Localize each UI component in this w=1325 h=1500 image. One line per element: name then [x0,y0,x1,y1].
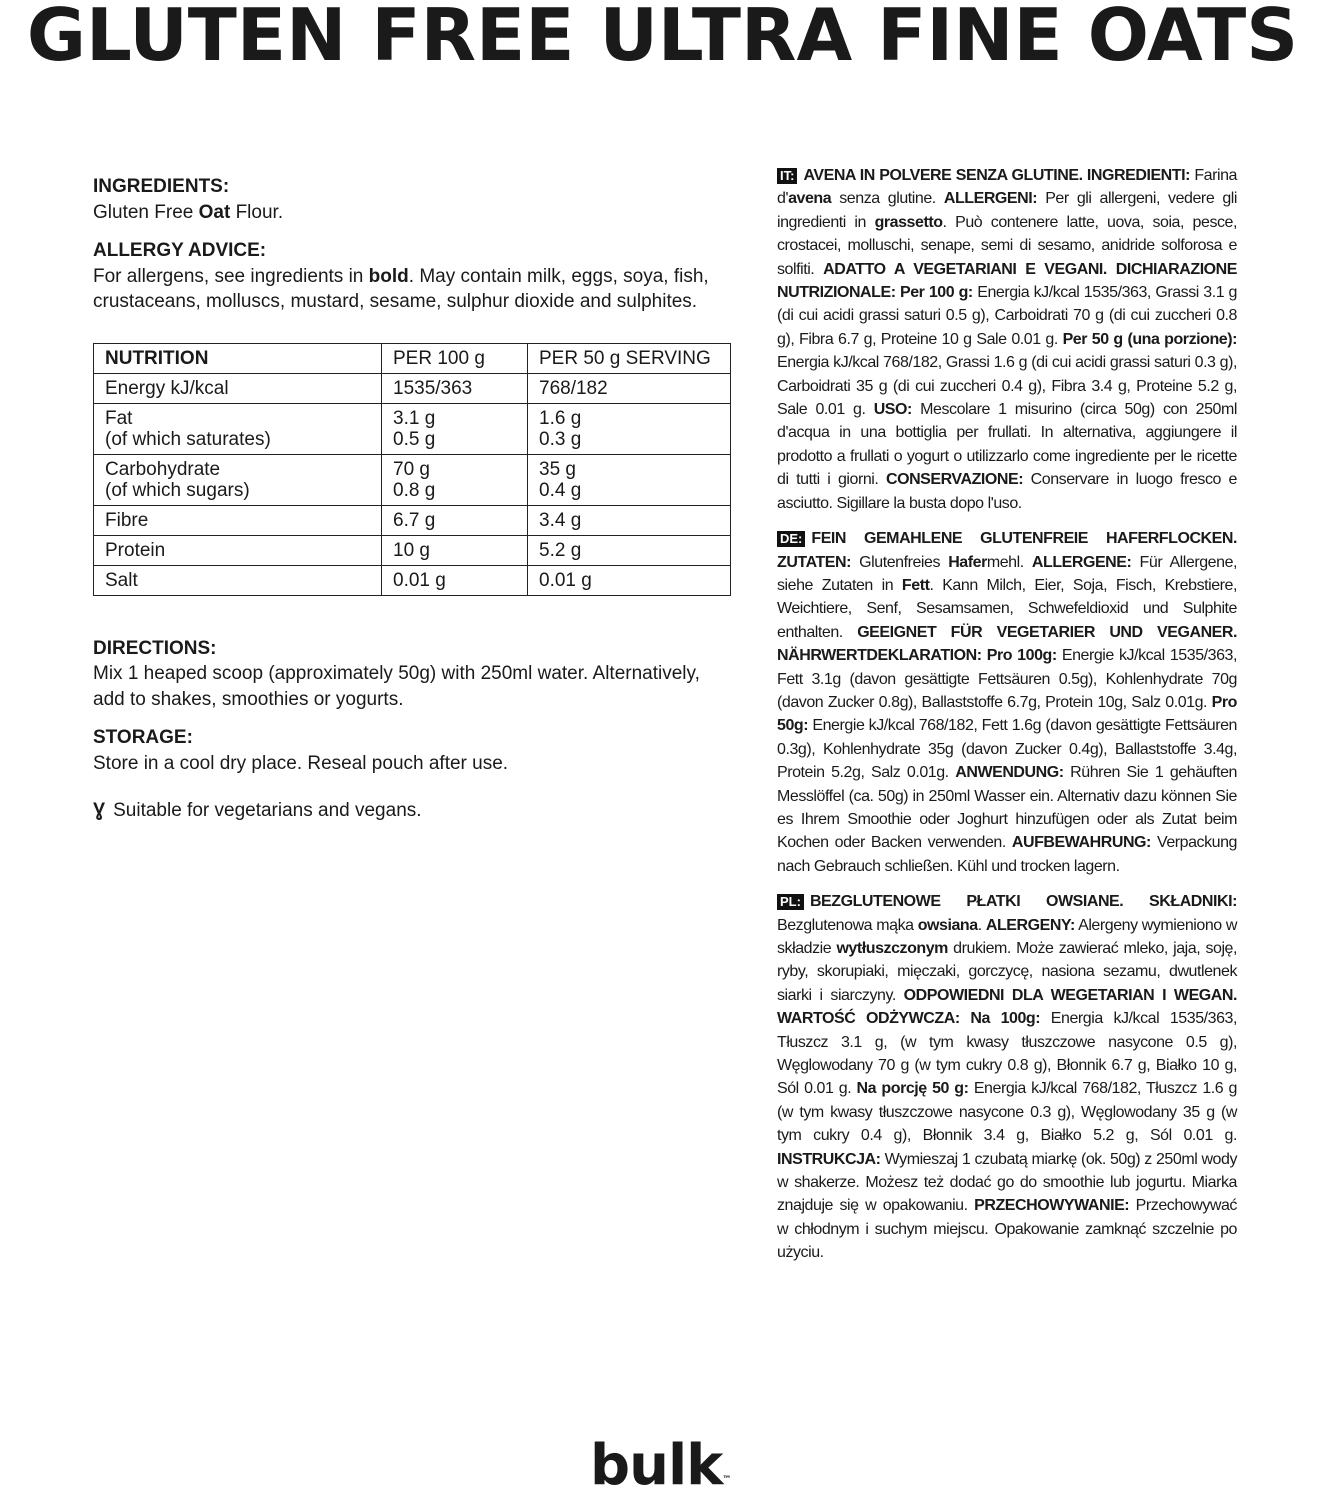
text-run: Farina d' [777,167,1238,208]
text-run: . Può contenere latte, uova, soia, pesce, crostacei, molluschi, senape, semi di sesamo, anidride solforosa e solfiti. [777,213,1237,278]
nutrition-cell: 10 g [382,535,528,565]
text-run: Alergeny wymieniono w składzie [777,916,1237,957]
nutrition-row [94,373,731,403]
text-run: Glutenfreies [851,553,949,571]
bold-text: ODPOWIEDNI DLA WEGETARIAN I WEGAN. WARTOŚĆ ODŻYWCZA: Na 100g: [777,986,1237,1028]
translations [777,164,1237,1277]
logo-trademark: ™ [722,1475,731,1485]
translation-pl [777,890,1237,1265]
storage-heading: STORAGE: [93,727,193,748]
bold-text: INSTRUKCJA: [777,1150,881,1168]
nutrition-cell: PER 100 g [382,343,528,373]
nutrition-cell: 35 g 0.4 g [528,454,731,505]
text-run: mehl. [986,553,1032,571]
bold-text: Na porcję 50 g: [856,1080,969,1098]
ingredients-text [93,200,733,226]
text-run: . Kann Milch, Eier, Soja, Fisch, Krebstiere, Weichtiere, Senf, Sesamsamen, Schwefeldioxid und Sulphite enthalten. [777,576,1237,641]
translation-it [777,164,1237,515]
bold-text: ALLERGENE: [1031,553,1132,571]
text-run: drukiem. Może zawierać mleko, jaja, soję, ryby, skorupiaki, mięczaki, gorczycę, nasiona sezamu, dwutlenek siarki i siarczyny. [777,940,1238,1004]
nutrition-header-row [94,343,731,373]
nutrition-cell: Protein [94,535,382,565]
storage-section [93,725,733,776]
nutrition-row [94,403,731,454]
vegan-v-icon: Ɣ [93,800,106,821]
text-run: Wymieszaj 1 czubatą miarkę (ok. 50g) z 250ml wody w shakerze. Możesz też dodać go do smoothie lub jogurtu. Miarka znajduje się w opakowaniu. [777,1150,1237,1215]
nutrition-cell: 1535/363 [382,373,528,403]
bold-text: BEZGLUTENOWE PŁATKI OWSIANE. SKŁADNIKI: [809,893,1237,911]
bold-text: ALLERGENI: [943,190,1038,208]
directions-heading: DIRECTIONS: [93,637,217,659]
nutrition-cell: 6.7 g [382,505,528,535]
text-run: Flour. [230,201,284,223]
allergy-heading: ALLERGY ADVICE: [93,240,267,261]
text-run: Per gli allergeni, vedere gli ingredienti in [777,190,1237,231]
nutrition-cell: 5.2 g [528,535,731,565]
bold-text: owsiana [917,916,978,934]
text-run: Mix 1 heaped scoop (approximately 50g) with 250ml water. Alternatively, add to shakes, smoothies or yogurts. [93,663,700,710]
bold-text: ADATTO A VEGETARIANI E VEGANI. DICHIARAZIONE NUTRIZIONALE: Per 100 g: [777,260,1238,302]
text-run: Verpackung nach Gebrauch schließen. Kühl und trocken lagern. [777,834,1237,875]
bold-text: USO: [873,401,912,419]
translation-de [777,527,1237,878]
language-badge: DE: [777,531,805,547]
nutrition-row [94,535,731,565]
bold-text: AVENA IN POLVERE SENZA GLUTINE. INGREDIENTI: [803,167,1190,184]
text-run: Bezglutenowa mąka [777,916,918,934]
nutrition-cell: 1.6 g 0.3 g [528,403,731,454]
text-run: Energia kJ/kcal 1535/363, Tłuszcz 3.1 g, (w tym kwasy tłuszczowe nasycone 0.5 g), Węglowodany 70 g (w tym cukry 0.8 g), Błonnik 6.7 g, Białko 10 g, Sól 0.01 g. [777,1010,1237,1098]
nutrition-cell: Fibre [94,505,382,535]
bold-text: ANWENDUNG: [955,764,1064,782]
text-run: Energia kJ/kcal 768/182, Tłuszcz 1.6 g (w tym kwasy tłuszczowe nasycone 0.3 g), Węglowodany 35 g (w tym cukry 0.4 g), Błonnik 3.4 g, Białko 5.2 g, Sól 0.01 g. [777,1080,1238,1145]
vegan-note [93,798,733,824]
ingredients-heading: INGREDIENTS: [93,176,230,197]
vegan-text: Suitable for vegetarians and vegans. [113,800,422,821]
text-run: For allergens, see ingredients in [93,265,369,287]
bold-text: GEEIGNET FÜR VEGETARIER UND VEGANER. NÄHRWERTDEKLARATION: Pro 100g: [777,623,1237,665]
nutrition-cell: 0.01 g [528,565,731,595]
bold-text: avena [788,190,832,208]
bold-text: Pro 50g: [777,693,1237,735]
text-run: Energia kJ/kcal 768/182, Grassi 1.6 g (di cui acidi grassi saturi 0.3 g), Carboidrati 35 g (di cui zuccheri 0.4 g), Fibra 3.4 g, Proteine 5.2 g, Sale 0.01 g. [777,354,1237,419]
nutrition-cell: 0.01 g [382,565,528,595]
text-run: Mescolare 1 misurino (circa 50g) con 250ml d'acqua in una bottiglia per frullati. In alternativa, aggiungere il prodotto a frullati o yogurt o utilizzarlo come ingrediente per le ricette di tutti i giorni. [777,401,1237,489]
nutrition-cell: PER 50 g SERVING [528,343,731,373]
bold-text: FEIN GEMAHLENE GLUTENFREIE HAFERFLOCKEN. ZUTATEN: [777,530,1237,571]
bold-text: Fett [901,576,930,594]
allergy-text [93,264,733,315]
directions-section [93,636,733,713]
text-run: Przechowywać w chłodnym i suchym miejscu. Opakowanie zamknąć szczelnie po użyciu. [777,1197,1237,1262]
text-run: Conservare in luogo fresco e asciutto. Sigillare la busta dopo l'uso. [777,471,1237,512]
language-badge: IT: [777,168,797,184]
bold-text: Oat [198,201,231,223]
text-run: . May contain milk, eggs, soya, fish, crustaceans, molluscs, mustard, sesame, sulphur dioxide and sulphites. [93,265,709,312]
logo-text: bulk [590,1433,723,1498]
nutrition-cell: 3.1 g 0.5 g [382,403,528,454]
bold-text: CONSERVAZIONE: [885,471,1024,489]
bold-text: Per 50 g (una porzione): [1062,330,1237,348]
bold-text: ALERGENY: [985,916,1075,934]
nutrition-table [93,343,731,596]
nutrition-cell: 70 g 0.8 g [382,454,528,505]
language-badge: PL: [777,894,804,910]
nutrition-cell: NUTRITION [94,343,382,373]
bulk-logo [590,1433,731,1498]
text-run: Store in a cool dry place. Reseal pouch after use. [93,752,509,774]
text-run: Energie kJ/kcal 768/182, Fett 1.6g (davon gesättigte Fettsäuren 0.3g), Kohlenhydrate 35g (davon Zucker 0.4g), Ballaststoffe 3.4g, Protein 5.2g, Salz 0.01g. [777,717,1237,782]
allergy-section [93,238,733,315]
nutrition-row [94,505,731,535]
bold-text: PRZECHOWYWANIE: [974,1197,1130,1215]
nutrition-cell: 768/182 [528,373,731,403]
storage-text [93,751,733,777]
bold-text: grassetto [874,213,943,231]
nutrition-cell: Salt [94,565,382,595]
directions-text [93,661,733,712]
product-title: GLUTEN FREE ULTRA FINE OATS [26,0,1299,77]
text-run: senza glutine. [831,190,944,208]
text-run: Gluten Free [93,201,199,223]
english-label [93,174,733,824]
text-run: Rühren Sie 1 gehäuften Messlöffel (ca. 50g) in 250ml Wasser ein. Alternativ dazu können Sie es Ihrem Smoothie oder Joghurt hinzufügen oder als Zutat beim Kochen oder Backen verwenden. [777,764,1237,852]
ingredients-section [93,174,733,225]
nutrition-cell: Energy kJ/kcal [94,373,382,403]
nutrition-cell: 3.4 g [528,505,731,535]
nutrition-row [94,454,731,505]
nutrition-cell: Fat (of which saturates) [94,403,382,454]
nutrition-cell: Carbohydrate (of which sugars) [94,454,382,505]
text-run: Energia kJ/kcal 1535/363, Grassi 3.1 g (di cui acidi grassi saturi 0.5 g), Carboidrati 70 g (di cui zuccheri 0.8 g), Fibra 6.7 g, Proteine 10 g Sale 0.01 g. [777,284,1238,348]
text-run: . [977,916,986,934]
text-run: Energie kJ/kcal 1535/363, Fett 3.1g (davon gesättigte Fettsäuren 0.5g), Kohlenhydrate 70g (davon Zucker 0.8g), Ballaststoffe 6.7g, Protein 10g, Salz 0.01g. [777,647,1237,711]
bold-text: AUFBEWAHRUNG: [1011,834,1151,852]
text-run: Für Allergene, siehe Zutaten in [777,553,1238,594]
bold-text: Hafer [948,553,987,571]
bold-text: bold [368,265,409,287]
bold-text: wytłuszczonym [836,940,948,957]
nutrition-row [94,565,731,595]
